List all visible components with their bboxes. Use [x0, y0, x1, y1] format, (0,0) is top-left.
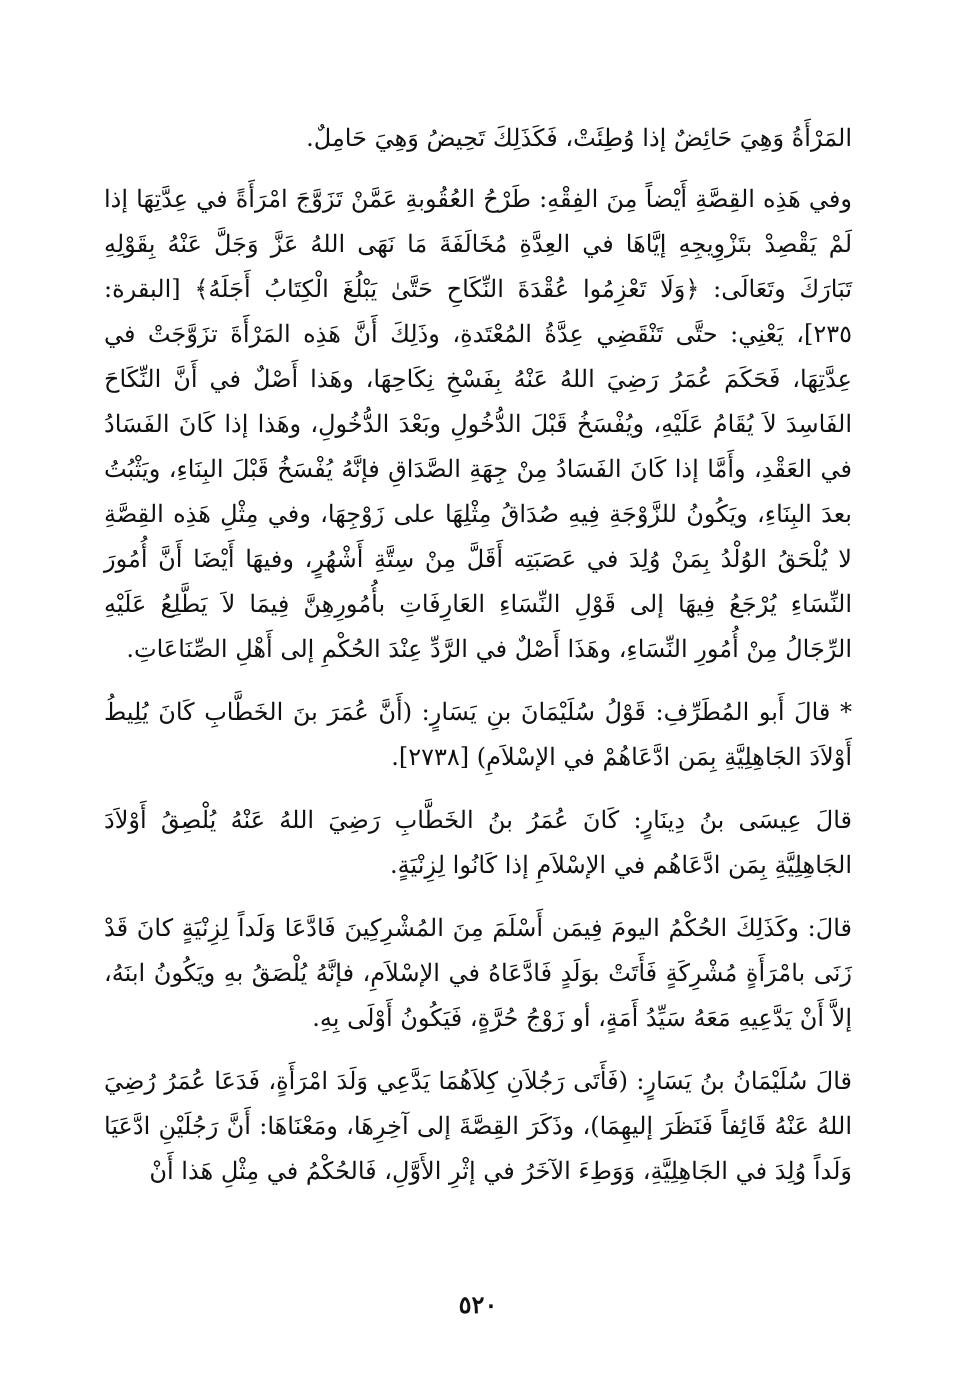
paragraph-1: المَرْأَةُ وَهِيَ حَائِضٌ إذا وُطِئَتْ، فَكَذَلِكَ تَحِيضُ وَهِيَ حَامِلٌ.	[306, 124, 852, 152]
paragraph-3: * قالَ أَبو المُطَرِّفِ: قَوْلُ سُلَيْمَانَ بنِ يَسَارٍ: (أَنَّ عُمَرَ بنَ الخَطَّابِ كَانَ يُلِيطُ أَوْلاَدَ الجَاهِلِيَّةِ بِمَن ادَّعَاهُمْ في الإسْلاَمِ) [٢٧٣٨].	[104, 698, 852, 771]
page-number: ٥٢٠	[458, 1290, 498, 1319]
paragraph-2: وفي هَذِه القِصَّةِ أَيْضاً مِنَ الفِقْهِ: طَرْحُ العُقُوبةِ عَمَّنْ تَزَوَّجَ امْرَأَةً في عِدَّتِهَا إذا لَمْ يَقْصِدْ بتَزْوِيجِهِ إيَّاهَا في العِدَّةِ مُخَالَفَةَ مَا نَهَى اللهُ عَزَّ وَجَلَّ عَنْهُ بِقَوْلِهِ تَبَارَكَ وتَعَالَى: ﴿وَلَا تَعْزِمُوا عُقْدَةَ النِّكَاحِ حَتَّىٰ يَبْلُغَ الْكِتَابُ أَجَلَهُ﴾ [البقرة: ٢٣٥]، يَعْنِي: حتَّى تَنْقَضِي عِدَّةُ المُعْتَدةِ، وذَلِكَ أَنَّ هَذِه المَرْأَةَ تزَوَّجَتْ في عِدَّتِهَا، فَحَكَمَ عُمَرُ رَضِيَ اللهُ عَنْهُ بِفَسْخِ نِكَاحِهَا، وهَذا أَصْلٌ في أَنَّ النِّكَاحَ الفَاسِدَ لاَ يُقَامُ عَلَيْهِ، ويُفْسَخُ قَبْلَ الدُّخُولِ وبَعْدَ الدُّخُولِ، وهَذا إذا كَانَ الفَسَادُ في العَقْدِ، وأَمَّا إذا كَانَ الفَسَادُ مِنْ جِهَةِ الصَّدَاقِ فإنَّهُ يُفْسَخُ قَبْلَ البِنَاءِ، ويَثْبُتُ بعدَ البِنَاءِ، ويَكُونُ للزَّوْجَةِ فِيهِ صُدَاقُ مِثْلِهَا على زَوْجِهَا، وفي مِثْلِ هَذِه القِصَّةِ لا يُلْحَقُ الوُلْدُ بِمَنْ وُلِدَ في عَصَبَتِه أَقَلَّ مِنْ سِتَّةِ أَشْهُرٍ، وفيهَا أَيْضَا أَنَّ أُمُورَ النِّسَاءِ يُرْجَعُ فِيهَا إلى قَوْلِ النِّسَاءِ العَارِفَاتِ بأُمُورِهِنَّ فِيمَا لاَ يَطَّلِعُ عَلَيْهِ الرِّجَالُ مِنْ أُمُورِ النِّسَاءِ، وهَذَا أَصْلٌ في الرَّدِّ عِنْدَ الحُكْمِ إلى أَهْلِ الصِّنَاعَاتِ.	[104, 185, 853, 663]
paragraph-5: قالَ: وكَذَلِكَ الحُكْمُ اليومَ فِيمَن أَسْلَمَ مِنَ المُشْرِكِينَ فَادَّعَا وَلَداً لِزِنْيَةٍ كانَ قَدْ زَنَى بامْرَأَةٍ مُشْرِكَةٍ فَأَتَتْ بوَلَدٍ فَادَّعَاهُ في الإسْلاَمِ، فإنَّهُ يُلْصَقُ بهِ ويَكُونُ ابنَهُ، إلاَّ أَنْ يَدَّعِيهِ مَعَهُ سَيِّدُ أَمَةٍ، أو زَوْجُ حُرَّةٍ، فَيَكُونُ أَوْلَى بِهِ.	[104, 914, 852, 1032]
paragraph-6: قالَ سُلَيْمَانُ بنُ يَسَارٍ: (فَأَتَى رَجُلاَنِ كِلاَهُمَا يَدَّعِي وَلَدَ امْرَأَةٍ، فَدَعَا عُمَرُ رُضِيَ اللهُ عَنْهُ قَائِفاً فَنَظَرَ إليهِمَا)، وذَكَرَ القِصَّةَ إلى آخِرِهَا، ومَعْنَاهَا: أَنَّ رَجُلَيْنِ ادَّعَيَا وَلَداً وُلِدَ في الجَاهِلِيَّةِ، وَوَطِءَ الآخَرُ في إثْرِ الأَوَّلِ، فَالحُكْمُ في مِثْلِ هَذا أَنْ	[104, 1067, 852, 1185]
paragraph-4: قالَ عِيسَى بنُ دِينَارٍ: كَانَ عُمَرُ بنُ الخَطَّابِ رَضِيَ اللهُ عَنْهُ يُلْصِقُ أَوْلاَدَ الجَاهِلِيَّةِ بِمَن ادَّعَاهُم في الإسْلاَمِ إذا كَانُوا لِزِنْيَةٍ.	[104, 806, 852, 879]
